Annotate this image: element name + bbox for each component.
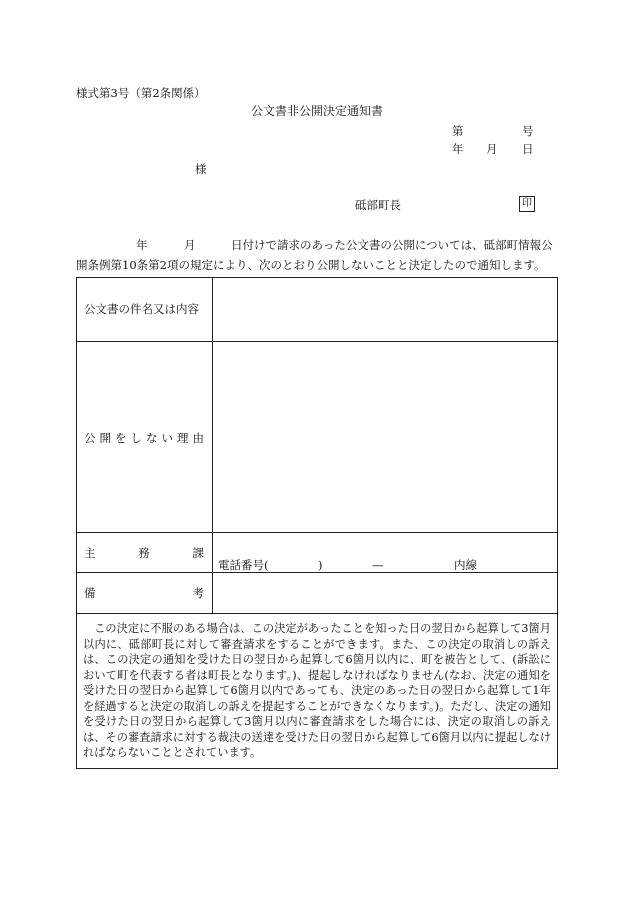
date-year: 年 — [452, 142, 464, 156]
subject-label: 公文書の件名又は内容 — [84, 302, 199, 316]
row-divider — [77, 572, 557, 573]
remarks-label: 備 考 — [84, 586, 204, 600]
date-day: 日 — [522, 142, 534, 156]
issuer: 砥部町長 — [355, 198, 401, 212]
intro-line2: 開条例第10条第2項の規定により、次のとおり公開しないことと決定したので通知します。 — [76, 258, 546, 272]
reason-field[interactable] — [217, 348, 547, 526]
intro-line1: 日付けで請求のあった公文書の公開については、砥部町情報公 — [231, 238, 553, 252]
doc-number-prefix: 第 — [452, 124, 464, 138]
phone-close-paren: ) — [318, 558, 323, 572]
form-title: 公文書非公開決定通知書 — [251, 104, 384, 118]
reason-label: 公 開 を し な い 理 由 — [84, 431, 204, 445]
phone-label: 電話番号( — [218, 558, 269, 572]
department-field[interactable] — [217, 536, 547, 550]
subject-field[interactable] — [217, 284, 547, 336]
appeal-notice: この決定に不服のある場合は、この決定があったことを知った日の翌日から起算して3箇月以内に、砥部町長に対して審査請求をすることができます。また、この決定の取消しの訴えは、この決定の通知を受けた日の翌日から起算して6箇月以内に、町を被告として、(訴訟において町を代表する者は町長となります。)、提起しなければなりません(なお、決定の通知を受けた日の翌日から起算して6箇月以内であっても、決定のあった日の翌日から起算して1年を経過すると決定の取消しの訴えを提起することができなくなります。)。ただし、決定の通知を受けた日の翌日から起算して3箇月以内に審査請求をした場合には、決定の取消しの訴えは、その審査請求に対する裁決の送達を受けた日の翌日から起算して6箇月以内に提起しなければならないこととされています。 — [83, 622, 551, 759]
column-divider — [212, 278, 213, 613]
extension-label: 内線 — [454, 558, 477, 572]
seal-mark: 印 — [519, 196, 535, 212]
row-divider — [77, 532, 557, 533]
addressee-suffix: 様 — [195, 162, 207, 176]
intro-month: 月 — [184, 238, 196, 252]
remarks-field[interactable] — [217, 578, 547, 606]
doc-number-suffix: 号 — [522, 124, 534, 138]
form-number: 様式第3号（第2条関係） — [76, 86, 206, 100]
intro-year: 年 — [136, 238, 148, 252]
info-table — [76, 277, 558, 769]
row-divider — [77, 341, 557, 342]
row-divider — [77, 613, 557, 614]
phone-dash: — — [372, 558, 384, 572]
department-label: 主 務 課 — [84, 546, 204, 560]
intro-paragraph — [76, 235, 558, 275]
date-month: 月 — [486, 142, 498, 156]
